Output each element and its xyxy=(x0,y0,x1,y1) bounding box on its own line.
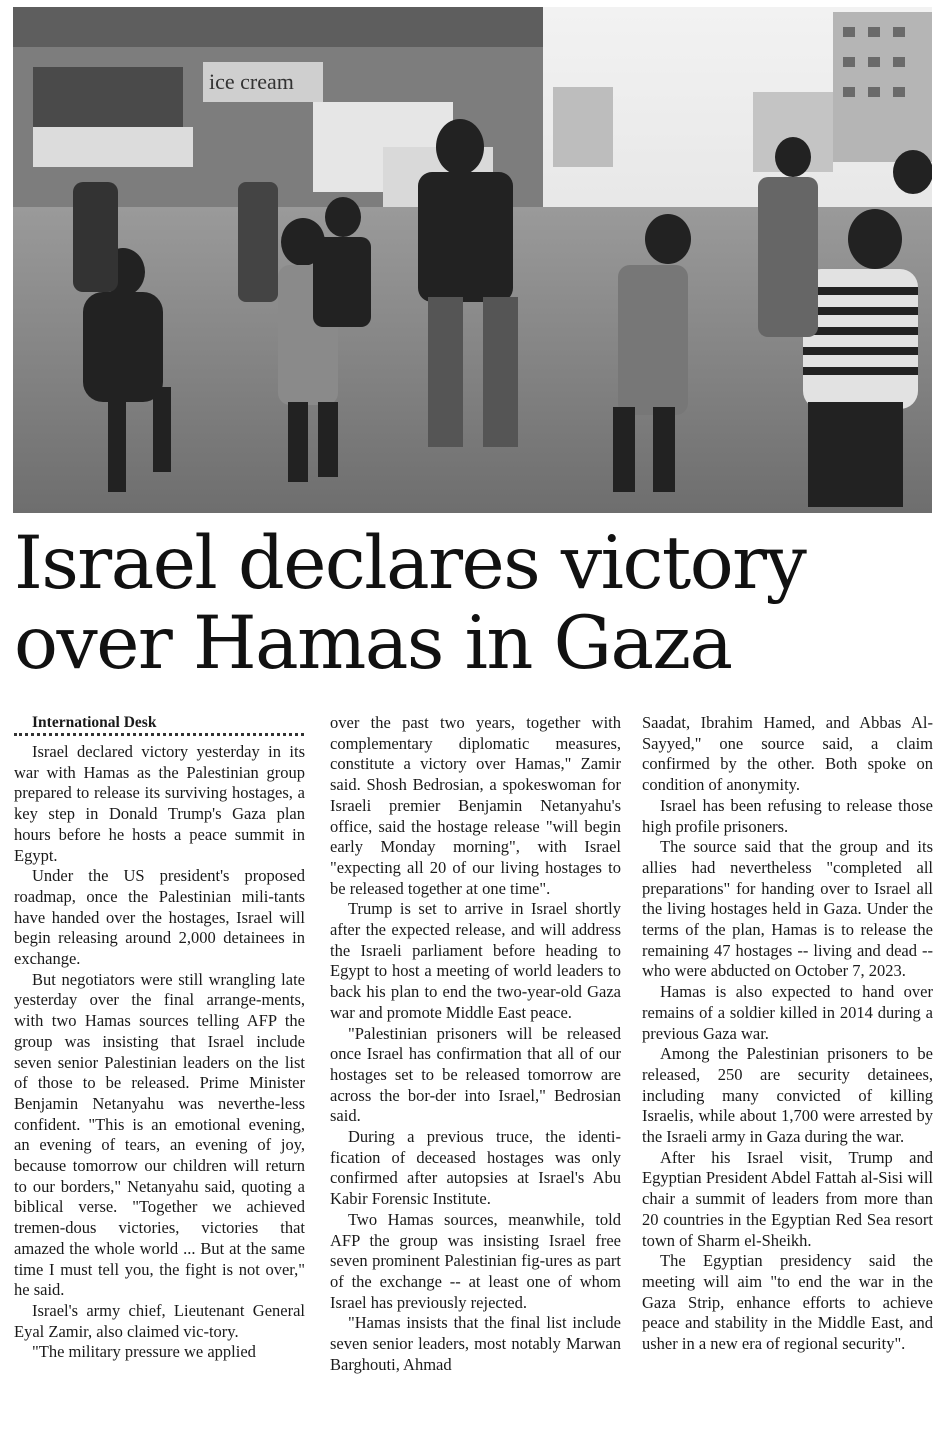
paragraph-continued: Saadat, Ibrahim Hamed, and Abbas Al-Sayyed," one source said, a claim confirmed by the other. Both spoke on condition of anonymity. xyxy=(642,713,933,795)
byline-divider xyxy=(14,733,304,736)
paragraph: After his Israel visit, Trump and Egyptian President Abdel Fattah al-Sisi will chair a summit of leaders from more than 20 countries in the Egyptian Red Sea resort town of Sharm el-Sheikh. xyxy=(642,1147,933,1250)
paragraph: Israel declared victory yesterday in its war with Hamas as the Palestinian group prepared to release its surviving hostages, a key step in Donald Trump's Gaza plan hours before he hosts a peace summit in Egypt. xyxy=(14,742,305,865)
headline-line1: Israel declares victory xyxy=(14,521,806,606)
paragraph: Under the US president's proposed roadmap, once the Palestinian mili-tants have handed over the hostages, Israel will begin releasing around 2,000 detainees in exchange. xyxy=(14,866,305,969)
paragraph: Two Hamas sources, meanwhile, told AFP the group was insisting Israel free seven prominent Palestinian fig-ures as part of the exchange -- at least one of whom Israel has previously rejected. xyxy=(330,1209,621,1312)
paragraph: "Palestinian prisoners will be released once Israel has confirmation that all of our hostages set to be released tomorrow are across the bor-der into Israel," Bedrosian said. xyxy=(330,1023,621,1126)
article-column-2 xyxy=(330,713,621,1376)
photo-gaza-street-icon xyxy=(13,7,932,513)
headline-line2: over Hamas in Gaza xyxy=(14,601,732,686)
paragraph: Trump is set to arrive in Israel shortly after the expected release, and will address the Israeli parliament before heading to Egypt to host a meeting of world leaders to back his plan to end the two-year-old Gaza war and promote Middle East peace. xyxy=(330,899,621,1022)
article-column-3 xyxy=(642,713,933,1355)
paragraph: Israel has been refusing to release those high profile prisoners. xyxy=(642,795,933,836)
paragraph: "Hamas insists that the final list include seven senior leaders, most notably Marwan Barghouti, Ahmad xyxy=(330,1313,621,1374)
paragraph: "The military pressure we applied xyxy=(32,1342,256,1362)
paragraph: The source said that the group and its allies had nevertheless "completed all preparations" for handing over to Israel all the living hostages held in Gaza. Under the terms of the plan, Hamas is to release the remaining 47 hostages -- living and dead -- who were abducted on October 7, 2023. xyxy=(642,837,933,981)
paragraph-continued: over the past two years, together with complementary diplomatic measures, constitute a victory over Hamas," Zamir said. Shosh Bedrosian, a spokeswoman for Israeli premier Benjamin Netanyahu's office, said the hostage release "will begin early Monday morning", with Israel "expecting all 20 of our living hostages to be released together at one time". xyxy=(330,713,621,898)
paragraph: Israel's army chief, Lieutenant General Eyal Zamir, also claimed vic-tory. xyxy=(14,1300,305,1341)
article-column-1 xyxy=(14,713,305,1363)
paragraph: But negotiators were still wrangling late yesterday over the final arrange-ments, with two Hamas sources telling AFP the group was insisting that Israel include seven senior Palestinian leaders on the list of those to be released. Prime Minister Benjamin Netanyahu was neverthe-less confident. "This is an emotional evening, an evening of tears, an evening of joy, because tomorrow our children will return to our borders," Netanyahu said, quoting a biblical verse. "Together we achieved tremen-dous victories, victories that amazed the whole world ... But at the same time I must tell you, the fight is not over," he said. xyxy=(14,969,305,1300)
paragraph: Hamas is also expected to hand over remains of a soldier killed in 2014 during a previous Gaza war. xyxy=(642,982,933,1043)
shop-sign: ice cream xyxy=(209,69,294,94)
byline: International Desk xyxy=(32,714,157,731)
news-photo xyxy=(13,7,932,513)
paragraph: The Egyptian presidency said the meeting will aim "to end the war in the Gaza Strip, enhance efforts to achieve peace and stability in the Middle East, and usher in a new era of regional security". xyxy=(642,1251,933,1354)
paragraph: Among the Palestinian prisoners to be released, 250 are security detainees, including many convicted of killing Israelis, while about 1,700 were arrested by the Israeli army in Gaza during the war. xyxy=(642,1044,933,1147)
headline xyxy=(14,521,934,686)
paragraph: During a previous truce, the identi-fication of deceased hostages was only confirmed after autopsies at Israel's Abu Kabir Forensic Institute. xyxy=(330,1127,621,1209)
